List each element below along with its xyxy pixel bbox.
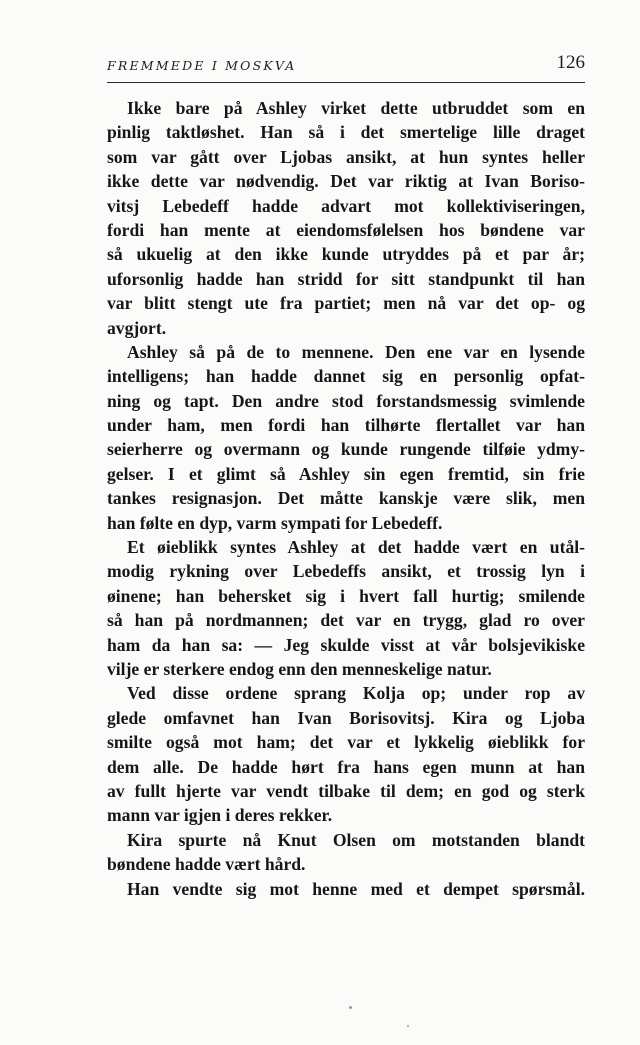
text-line: øinene; han behersket sig i hvert fall hurtig; smilende <box>107 585 585 606</box>
text-line: intelligens; han hadde dannet sig en personlig opfat- <box>107 366 585 387</box>
text-line: var blitt stengt ute fra partiet; men nå var det op- og <box>107 293 585 314</box>
text-line: av fullt hjerte var vendt tilbake til dem; en god og sterk <box>107 780 585 801</box>
text-line: Han vendte sig mot henne med et dempet spørsmål. <box>127 878 585 899</box>
text-line: vitsj Lebedeff hadde advart mot kollektiviseringen, <box>107 195 585 216</box>
text-line: som var gått over Ljobas ansikt, at hun syntes heller <box>107 146 585 167</box>
text-line: seierherre og overmann og kunde rungende tilføie ydmy- <box>107 439 585 460</box>
text-line: Ikke bare på Ashley virket dette utbruddet som en <box>127 98 585 118</box>
text-line: ning og tapt. Den andre stod forstandsmessig svimlende <box>107 390 585 411</box>
text-line: bøndene hadde vært hård. <box>107 854 306 875</box>
text-line: Et øieblikk syntes Ashley at det hadde vært en utål- <box>127 537 585 558</box>
text-line: vilje er sterkere endog enn den menneskelige natur. <box>107 658 492 679</box>
text-line: Kira spurte nå Knut Olsen om motstanden blandt <box>127 829 585 850</box>
text-line: ikke dette var nødvendig. Det var riktig at Ivan Boriso- <box>107 171 585 192</box>
paper-speck <box>349 1006 352 1009</box>
text-line: så ukuelig at den ikke kunde utryddes på et par år; <box>107 244 585 265</box>
text-line: under ham, men fordi han tilhørte flertallet var han <box>107 415 585 436</box>
text-line: smilte også mot ham; det var et lykkelig øieblikk for <box>107 732 585 753</box>
text-line: uforsonlig hadde han stridd for sitt standpunkt til han <box>107 268 585 289</box>
page-number: 126 <box>556 52 585 73</box>
running-title: FREMMEDE I MOSKVA <box>107 58 297 73</box>
paper-speck <box>407 1025 409 1027</box>
text-line: Ved disse ordene sprang Kolja op; under rop av <box>127 683 585 704</box>
text-line: Ashley så på de to mennene. Den ene var en lysende <box>127 341 585 362</box>
text-line: ham da han sa: — Jeg skulde visst at vår bolsjevikiske <box>107 634 585 655</box>
text-line: tankes resignasjon. Det måtte kanskje være slik, men <box>107 488 585 509</box>
text-line: fordi han mente at eiendomsfølelsen hos bøndene var <box>107 219 585 240</box>
running-header <box>107 52 585 83</box>
text-line: modig rykning over Lebedeffs ansikt, et trossig lyn i <box>107 561 585 582</box>
text-line: pinlig taktløshet. Han så i det smertelige lille draget <box>107 122 585 143</box>
text-line: mann var igjen i deres rekker. <box>107 805 333 826</box>
text-line: glede omfavnet han Ivan Borisovitsj. Kira og Ljoba <box>107 707 585 728</box>
text-line: dem alle. De hadde hørt fra hans egen munn at han <box>107 756 585 777</box>
body-text <box>107 96 585 901</box>
text-line: avgjort. <box>107 317 167 338</box>
text-line: han følte en dyp, varm sympati for Lebedeff. <box>107 512 443 533</box>
text-line: så han på nordmannen; det var en trygg, glad ro over <box>107 610 585 631</box>
text-line: gelser. I et glimt så Ashley sin egen fremtid, sin frie <box>107 463 585 484</box>
